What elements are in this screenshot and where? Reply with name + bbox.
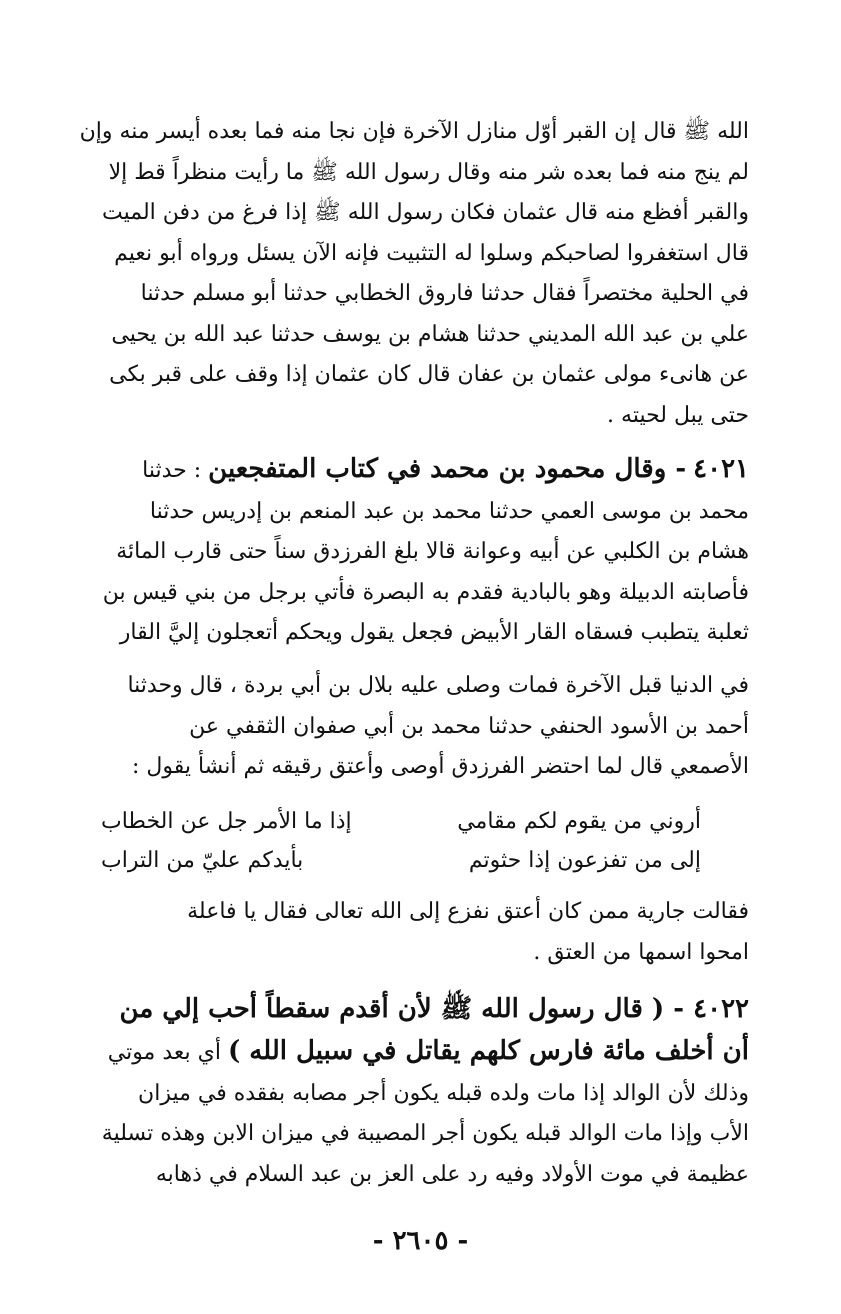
text-line: علي بن عبد الله المديني حدثنا هشام بن يوسف حدثنا عبد الله بن يحيى: [111, 321, 749, 347]
text-line: في الدنيا قبل الآخرة فمات وصلى عليه بلال بن أبي بردة ، قال وحدثنا: [127, 673, 749, 698]
entry-heading: أن أخلف مائة فارس كلهم يقاتل في سبيل الله ): [227, 1036, 749, 1066]
entry-heading-line: [77, 1030, 749, 1074]
text-line: عن هانىء مولى عثمان بن عفان قال كان عثمان إذا وقف على قبر بكى: [109, 362, 749, 387]
entry-heading: - وقال محمود بن محمد في كتاب المتفجعين: [208, 454, 687, 484]
entry-heading: - ( قال رسول الله ﷺ لأن أقدم سقطاً أحب إلي من: [119, 994, 685, 1024]
text-line: هشام بن الكلبي عن أبيه وعوانة قالا بلغ الفرزدق سناً حتى قارب المائة: [116, 539, 749, 564]
paragraph-4022: [77, 988, 749, 1195]
poem-verse: [101, 802, 701, 841]
verse-first-hemistich: أروني من يقوم لكم مقامي: [457, 809, 701, 834]
text-line: عظيمة في موت الأولاد وفيه رد على العز بن عبد السلام في ذهابه: [155, 1161, 749, 1187]
text-line: فقالت جارية ممن كان أعتق نفزع إلى الله تعالى فقال يا فاعلة: [187, 899, 749, 924]
entry-heading-line: [77, 988, 749, 1030]
page-number: - ٢٦٠٥ -: [372, 1226, 469, 1256]
poem-verses: [101, 802, 701, 880]
paragraph-4021: [77, 448, 749, 654]
entry-number: ٤٠٢١: [693, 454, 749, 484]
text-fragment: : حدثنا: [142, 458, 202, 483]
text-line: والقبر أفظع منه قال عثمان فكان رسول الله ﷺ إذا فرغ من دفن الميت: [102, 200, 749, 225]
text-line: أحمد بن الأسود الحنفي حدثنا محمد بن أبي صفوان الثقفي عن: [189, 713, 749, 739]
entry-number: ٤٠٢٢: [693, 994, 749, 1024]
text-line: قال استغفروا لصاحبكم وسلوا له التثبيت فإنه الآن يسئل ورواه أبو نعيم: [114, 240, 749, 266]
text-line: امحوا اسمها من العتق .: [533, 939, 749, 965]
paragraph-farazdaq: [77, 666, 749, 788]
verse-second-hemistich: إذا ما الأمر جل عن الخطاب: [101, 809, 352, 834]
text-line: محمد بن موسى العمي حدثنا محمد بن عبد المنعم بن إدريس حدثنا: [149, 498, 749, 524]
text-line: الأب وإذا مات الوالد قبله يكون أجر المصيبة في ميزان الابن وهذه تسلية: [101, 1121, 749, 1146]
text-line: الله ﷺ قال إن القبر أوّل منازل الآخرة فإن نجا منه فما بعده أيسر منه وإن: [79, 119, 749, 144]
text-line: لم ينج منه فما بعده شر منه وقال رسول الله ﷺ ما رأيت منظراً قط إلا: [108, 159, 749, 185]
paragraph-slave-girl: [77, 892, 749, 973]
text-line: وذلك لأن الوالد إذا مات ولده قبله يكون أجر مصابه بفقده في ميزان: [138, 1080, 749, 1106]
paragraph-hadith-grave: [77, 112, 749, 436]
verse-first-hemistich: إلى من تفزعون إذا حثوتم: [468, 848, 701, 873]
text-line: حتى يبل لحيته .: [607, 402, 749, 428]
poem-verse: [101, 841, 701, 880]
text-fragment: أي بعد موتي: [107, 1040, 221, 1065]
text-line: فأصابته الدبيلة وهو بالبادية فقدم به البصرة فأتي برجل من بني قيس بن: [102, 579, 749, 605]
text-line: في الحلية مختصراً فقال حدثنا فاروق الخطابي حدثنا أبو مسلم حدثنا: [140, 281, 749, 306]
verse-second-hemistich: بأيدكم عليّ من التراب: [101, 848, 304, 873]
text-line: الأصمعي قال لما احتضر الفرزدق أوصى وأعتق رقيقه ثم أنشأ يقول :: [131, 754, 749, 779]
entry-heading-line: [77, 448, 749, 492]
text-line: ثعلبة يتطبب فسقاه القار الأبيض فجعل يقول ويحكم أتعجلون إليَّ القار: [119, 620, 749, 645]
